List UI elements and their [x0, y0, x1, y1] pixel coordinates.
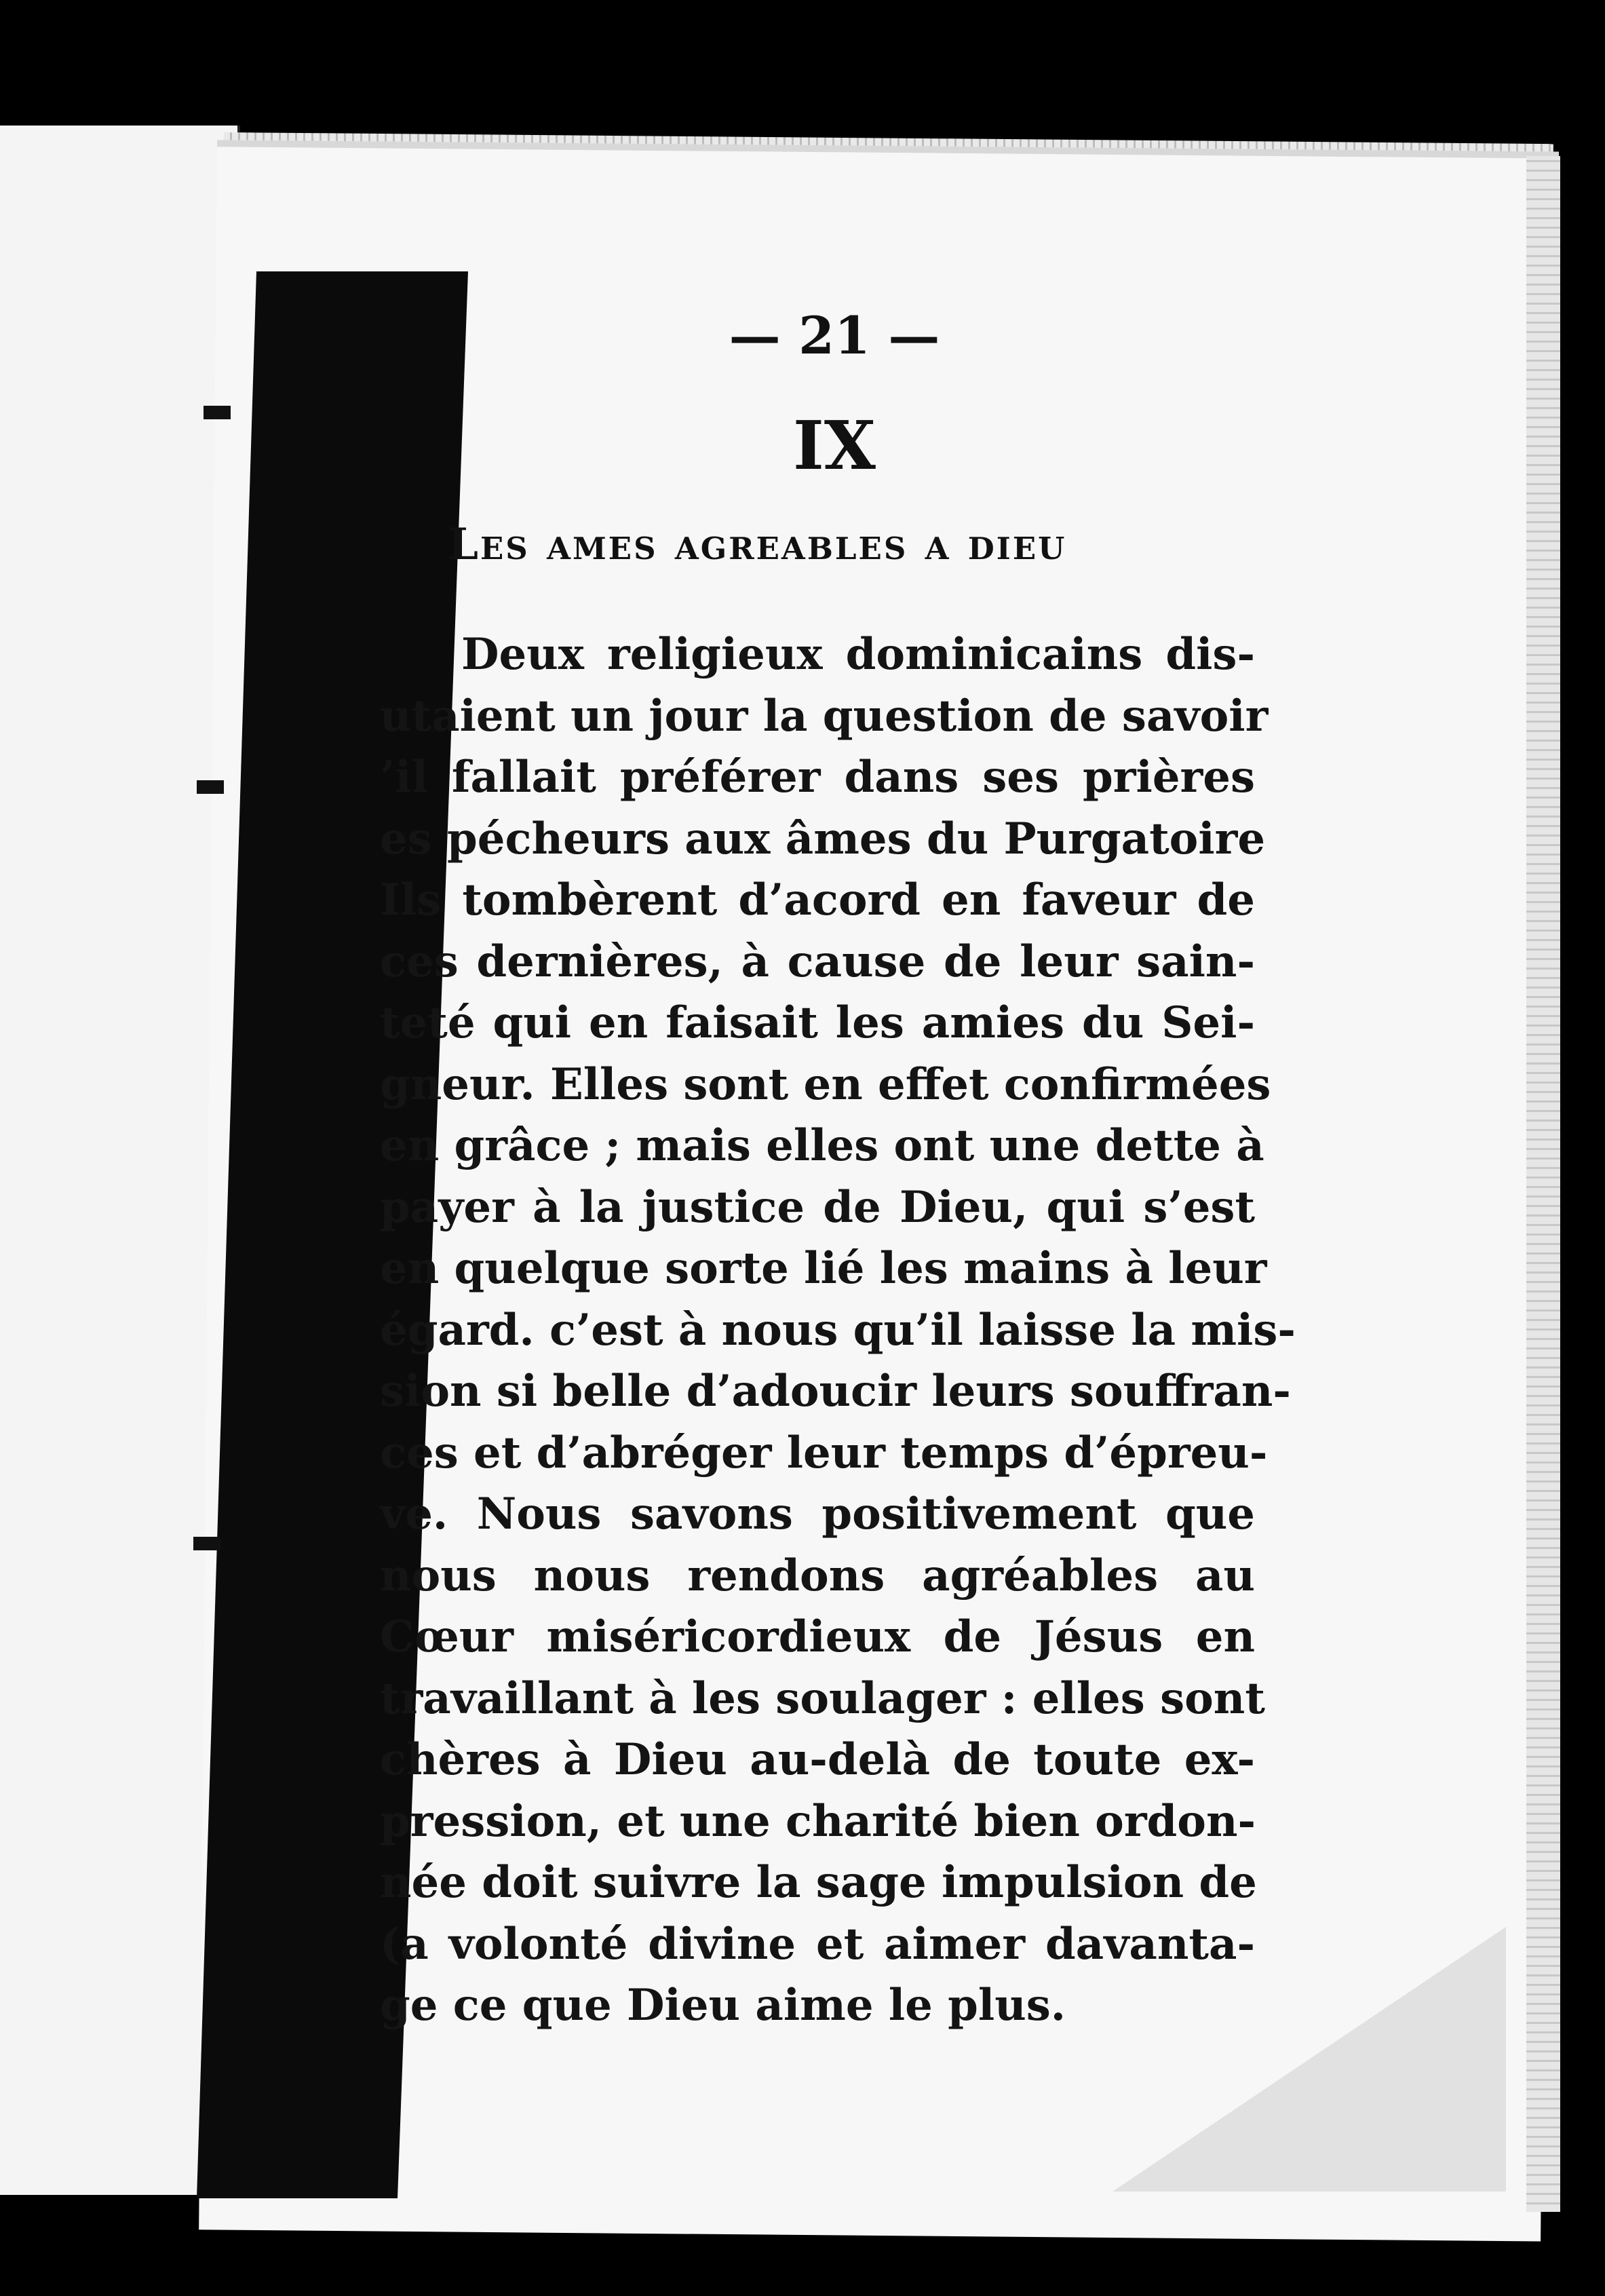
text-line: ve. Nous savons positivement que: [380, 1489, 1255, 1539]
text-line: nous nous rendons agréables au: [380, 1550, 1255, 1601]
text-line: en grâce ; mais elles ont une dette à: [380, 1120, 1264, 1171]
text-line: en quelque sorte lié les mains à leur: [380, 1243, 1267, 1294]
text-line: Deux religieux dominicains dis-: [461, 629, 1255, 680]
text-line: (a volonté divine et aimer davanta-: [380, 1918, 1255, 1970]
text-line: ces dernières, à cause de leur sain-: [380, 936, 1255, 987]
binding-stitch: [193, 1537, 220, 1550]
text-line: utaient un jour la question de savoir: [380, 690, 1269, 742]
chapter-title: Les ames agreables a dieu: [448, 519, 1067, 570]
page-number: — 21 —: [729, 305, 940, 366]
text-line: sion si belle d’adoucir leurs souffran-: [380, 1366, 1291, 1417]
binding-stitch: [197, 780, 224, 794]
text-line: ge ce que Dieu aime le plus.: [380, 1980, 1066, 2031]
text-line: pression, et une charité bien ordon-: [380, 1795, 1256, 1847]
text-line: née doit suivre la sage impulsion de: [380, 1857, 1257, 1908]
text-line: chères à Dieu au-delà de toute ex-: [380, 1734, 1255, 1785]
text-line: gneur. Elles sont en effet confirmées: [380, 1058, 1271, 1110]
text-line: payer à la justice de Dieu, qui s’est: [380, 1181, 1255, 1233]
text-line: travaillant à les soulager : elles sont: [380, 1672, 1265, 1724]
chapter-paragraph: [380, 624, 1296, 2037]
text-line: égard. c’est à nous qu’il laisse la mis-: [380, 1304, 1296, 1356]
text-line: Cœur miséricordieux de Jésus en: [380, 1611, 1255, 1662]
binding-stitch: [204, 406, 231, 419]
page-stack-right-edge: [1526, 156, 1560, 2212]
chapter-number: IX: [793, 407, 876, 485]
text-line: teté qui en faisait les amies du Sei-: [380, 997, 1255, 1048]
text-line: es pécheurs aux âmes du Purgatoire: [380, 813, 1266, 864]
text-line: ces et d’abréger leur temps d’épreu-: [380, 1427, 1268, 1478]
text-line: Ils tombèrent d’acord en faveur de: [380, 875, 1255, 925]
text-line: ’il fallait préférer dans ses prières: [380, 752, 1255, 803]
